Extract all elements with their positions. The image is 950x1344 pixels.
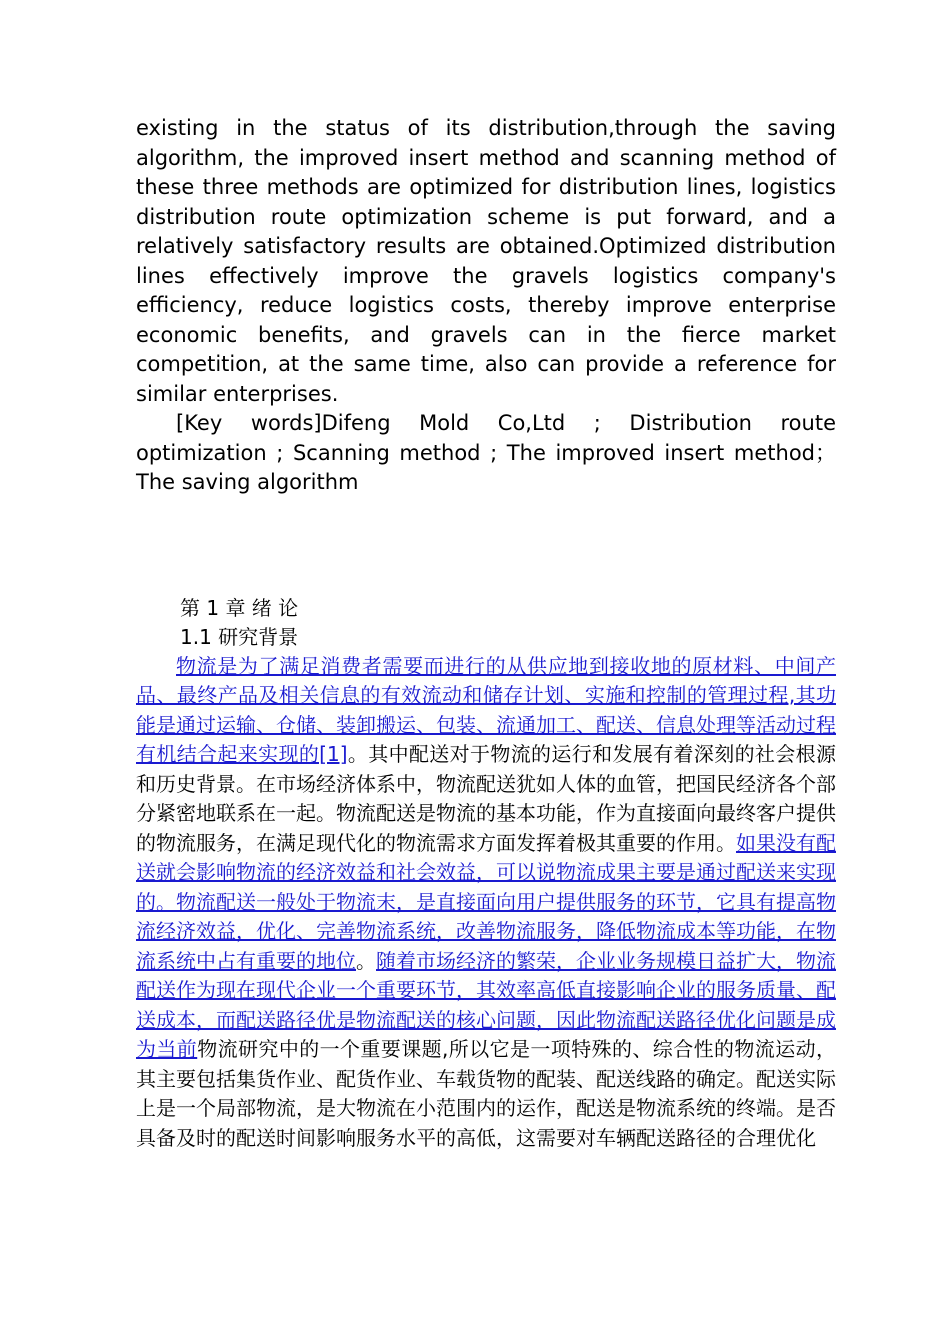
body-text-3: 物流研究中的一个重要课题,所以它是一项特殊的、综合性的物流运动，其主要包括集货作业、配货作业、车载货物的配装、配送线路的确定。配送实际上是一个局部物流，是大物流在小范围内的运作，配送是物流系统的终端。是否具备及时的配送时间影响服务水平的高低，这需要对车辆配送路径的合理优化 (136, 1037, 837, 1150)
citation-link-1[interactable]: 物流是为了满足消费者需要而进行的从供应地到接收地的原材料、中间产品、最终产品及相关信息的有效流动和储存计划、实施和控制的管理过程,其功能是通过运输、仓储、装卸搬运、包装、流通加工、配送、信息处理等活动过程有机结合起来实现的[1] (136, 653, 836, 766)
citation-link-3[interactable]: 随着市场经济的繁荣，企业业务规模日益扩大，物流配送作为现在现代企业一个重要环节，其效率高低直接影响企业的服务质量、配送成本，而配送路径优是物流配送的核心问题，因此物流配送路径优化问题是成为当前 (136, 948, 836, 1061)
document-page (136, 114, 836, 1153)
body-text-2: 。 (356, 948, 376, 973)
body-text-1: 。其中配送对于物流的运行和发展有着深刻的社会根源和历史背景。在市场经济体系中，物流配送犹如人体的血管，把国民经济各个部分紧密地联系在一起。物流配送是物流的基本功能，作为直接面向最终客户提供的物流服务，在满足现代化的物流需求方面发挥着极其重要的作用。 (136, 742, 836, 855)
keywords-line: [Key words]Difeng Mold Co,Ltd ; Distribution route optimization ; Scanning method ; The improved insert method； The saving algorithm (136, 411, 836, 494)
body-paragraph (136, 652, 836, 1154)
abstract-text: existing in the status of its distribution,through the saving algorithm, the improved insert method and scanning method of these three methods are optimized for distribution lines, logistics distribution route optimization scheme is put forward, and a relatively satisfactory results are obtained.Optimized distribution lines effectively improve the gravels logistics company's efficiency, reduce logistics costs, thereby improve enterprise economic benefits, and gravels can in the fierce market competition, at the same time, also can provide a reference for similar enterprises. (136, 116, 836, 406)
chapter-title: 第 1 章 绪 论 (180, 595, 299, 620)
section-title: 1.1 研究背景 (180, 624, 299, 649)
citation-link-2[interactable]: 如果没有配送就会影响物流的经济效益和社会效益，可以说物流成果主要是通过配送来实现的。物流配送一般处于物流末，是直接面向用户提供服务的环节，它具有提高物流经济效益，优化、完善物流系统，改善物流服务，降低物流成本等功能，在物流系统中占有重要的地位 (136, 830, 836, 973)
